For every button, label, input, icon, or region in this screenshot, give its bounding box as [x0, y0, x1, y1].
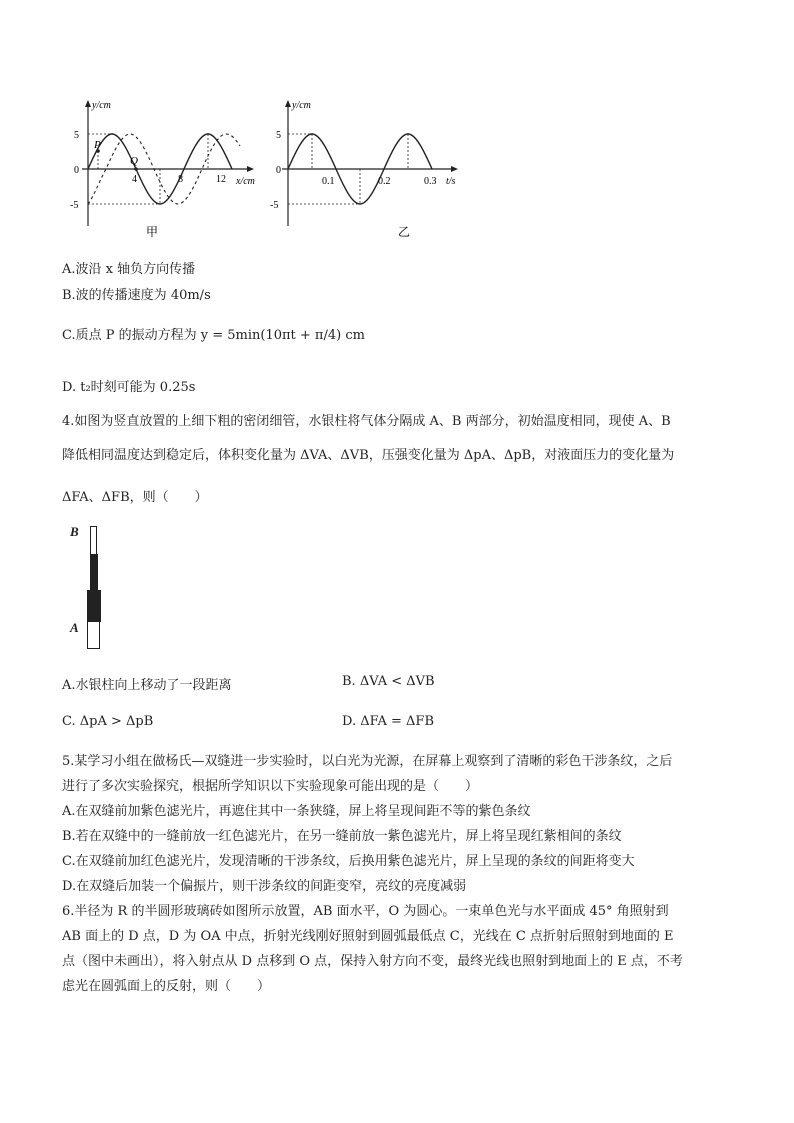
- tube-figure: [66, 524, 126, 652]
- q6-stem-line-1: 6.半径为 R 的半圆形玻璃砖如图所示放置，AB 面水平，O 为圆心。一束单色光与水平面成 45° 角照射到: [62, 904, 669, 919]
- q3-option-a: A.波沿 x 轴负方向传播: [62, 262, 196, 277]
- q4-option-b: B. ΔVA < ΔVB: [342, 674, 435, 689]
- yi-tick-x-02: 0.2: [378, 176, 391, 187]
- jia-tick-y-neg5: -5: [70, 200, 79, 211]
- mercury-column-narrow: [90, 554, 98, 590]
- jia-y-arrow: [85, 100, 91, 107]
- jia-x-arrow: [247, 166, 254, 172]
- q3-option-d: D. t₂时刻可能为 0.25s: [62, 380, 196, 395]
- q6-stem-line-2: AB 面上的 D 点，D 为 OA 中点，折射光线刚好照射到圆弧最低点 C，光线在 C 点折射后照射到地面的 E: [62, 929, 674, 944]
- q4-stem-line-1: 4.如图为竖直放置的上细下粗的密闭细管，水银柱将气体分隔成 A、B 两部分，初始温度相同，现使 A、B: [62, 414, 671, 429]
- yi-tick-y-neg5: -5: [270, 200, 279, 211]
- point-p-label: P: [94, 139, 101, 151]
- yi-x-arrow: [451, 166, 458, 172]
- q5-option-d: D.在双缝后加装一个偏振片，则干涉条纹的间距变窄，亮纹的亮度减弱: [62, 879, 467, 894]
- q5-option-b: B.若在双缝中的一缝前放一红色滤光片，在另一缝前放一紫色滤光片，屏上将呈现红紫相间的条纹: [62, 829, 622, 844]
- mercury-column-wide: [87, 590, 101, 622]
- jia-tick-x-4: 4: [132, 174, 137, 185]
- q5-option-a: A.在双缝前加紫色滤光片，再遮住其中一条狭缝，屏上将呈现间距不等的紫色条纹: [62, 804, 531, 819]
- point-q-label: Q: [130, 155, 138, 167]
- yi-x-label: t/s: [446, 176, 456, 187]
- q5-stem-line-1: 5.某学习小组在做杨氏—双缝进一步实验时，以白光为光源，在屏幕上观察到了清晰的彩色干涉条纹，之后: [62, 754, 673, 769]
- q6-stem-line-3: 点（图中未画出），将入射点从 D 点移到 O 点，保持入射方向不变，最终光线也照射到地面上的 E 点，不考: [62, 954, 683, 969]
- tube-label-a: A: [70, 620, 79, 635]
- q4-option-c: C. ΔpA > ΔpB: [62, 714, 154, 729]
- yi-tick-y-5: 5: [276, 130, 281, 141]
- yi-y-arrow: [285, 100, 291, 107]
- q4-option-a: A.水银柱向上移动了一段距离: [62, 678, 232, 693]
- jia-x-label: x/cm: [236, 176, 255, 187]
- tube-label-b: B: [70, 524, 79, 539]
- yi-tick-x-03: 0.3: [424, 176, 437, 187]
- q3-option-b: B.波的传播速度为 40m/s: [62, 288, 211, 303]
- figure-yi-vibration-graph: [268, 96, 468, 246]
- yi-caption: 乙: [398, 225, 411, 239]
- q6-stem-line-4: 虑光在圆弧面上的反射，则（ ）: [62, 979, 271, 994]
- q5-stem-line-2: 进行了多次实验探究，根据所学知识以下实验现象可能出现的是（ ）: [62, 779, 479, 794]
- jia-caption: 甲: [146, 225, 159, 239]
- q4-stem-line-2: 降低相同温度达到稳定后，体积变化量为 ΔVA、ΔVB，压强变化量为 ΔpA、ΔpB，对液面压力的变化量为: [62, 448, 675, 463]
- q4-stem-line-3: ΔFA、ΔFB，则（ ）: [62, 490, 208, 505]
- yi-y-label: y/cm: [292, 100, 311, 111]
- q5-option-c: C.在双缝前加红色滤光片，发现清晰的干涉条纹，后换用紫色滤光片，屏上呈现的条纹的间距将变大: [62, 854, 635, 869]
- tube-wide-lower: [87, 622, 100, 649]
- point-q-marker: [134, 167, 138, 171]
- figure-jia-wave-graph: [62, 96, 262, 246]
- jia-tick-x-12: 12: [216, 174, 226, 185]
- jia-tick-y-0: 0: [74, 165, 79, 176]
- jia-y-label: y/cm: [92, 100, 111, 111]
- jia-tick-x-8: 8: [178, 174, 183, 185]
- yi-tick-y-0: 0: [276, 165, 281, 176]
- yi-tick-x-01: 0.1: [322, 176, 335, 187]
- q3-option-c: C.质点 P 的振动方程为 y = 5min(10πt + π/4) cm: [62, 328, 365, 343]
- jia-tick-y-5: 5: [74, 130, 79, 141]
- q4-option-d: D. ΔFA = ΔFB: [342, 714, 435, 729]
